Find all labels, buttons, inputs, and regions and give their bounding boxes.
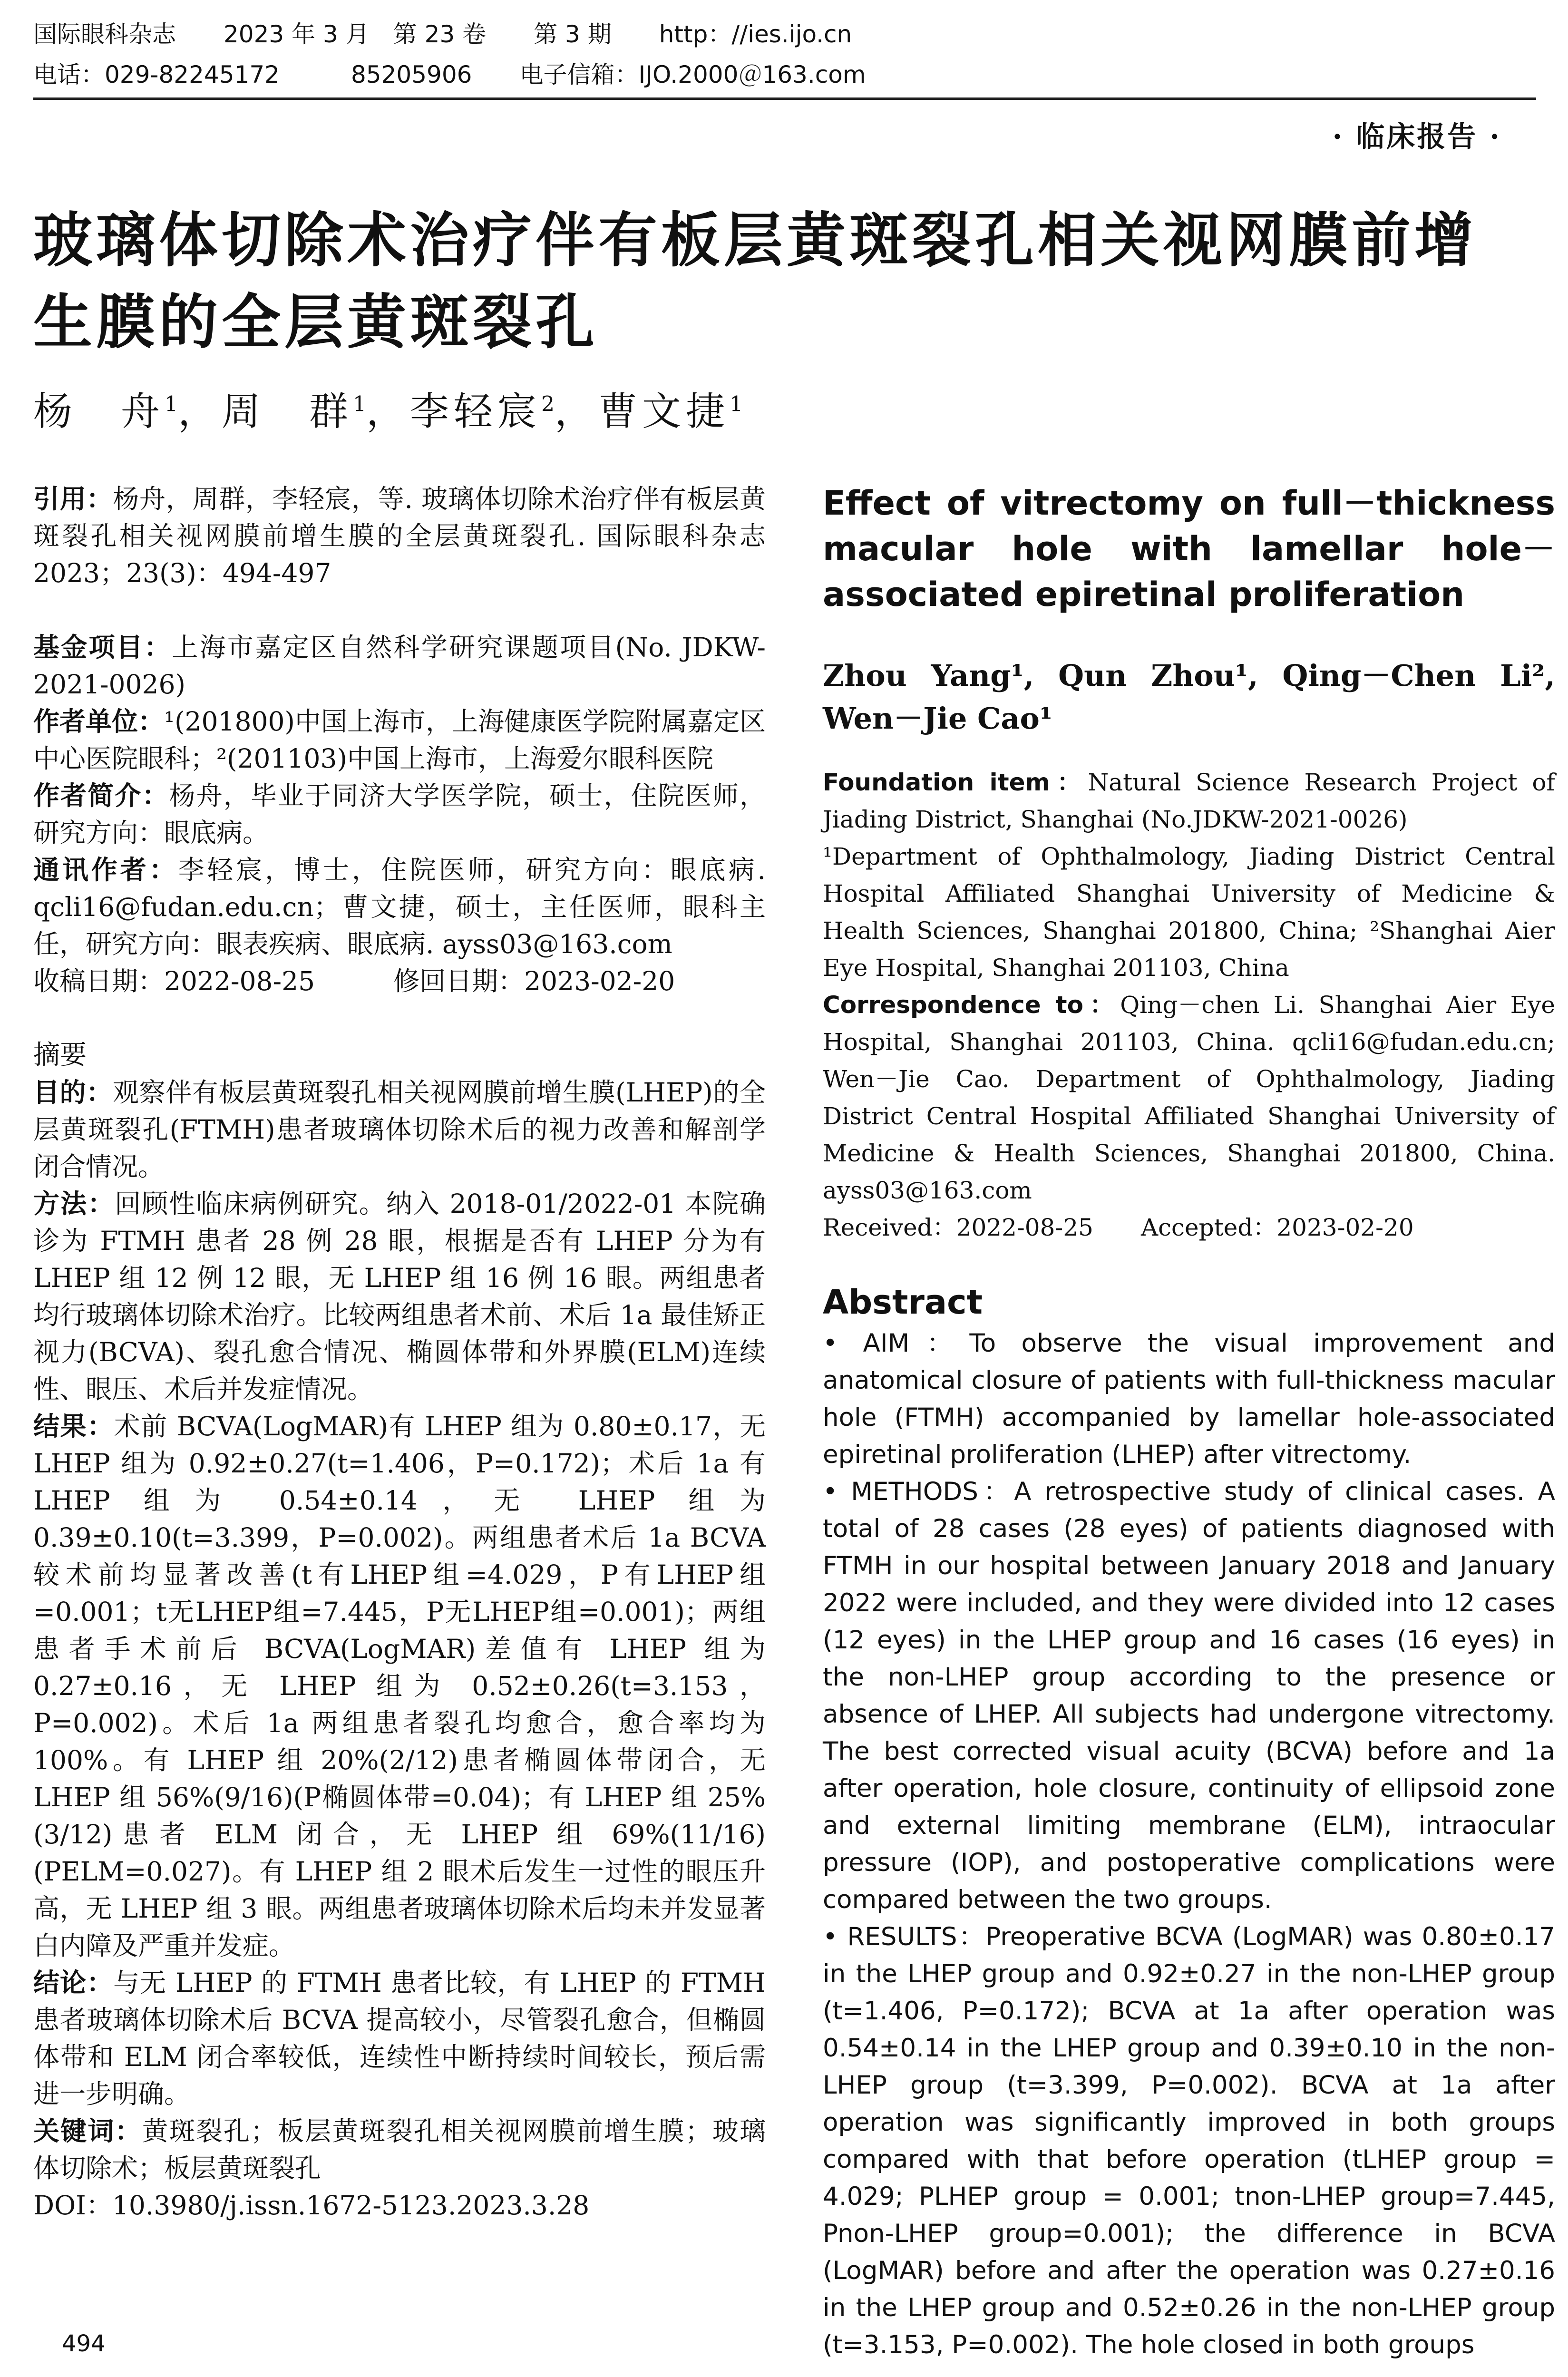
abstract-heading-en: Abstract	[823, 1283, 983, 1322]
results-label: 结果：	[33, 1411, 114, 1442]
corr-text: 李轻宸，博士，住院医师，研究方向：眼底病. qcli16@fudan.edu.cn；曹文捷，硕士，主任医师，眼科主任，研究方向：眼表疾病、眼底病. ayss03@163.com	[33, 855, 766, 959]
author-unit	[33, 703, 766, 777]
keywords-text: 黄斑裂孔；板层黄斑裂孔相关视网膜前增生膜；玻璃体切除术；板层黄斑裂孔	[33, 2116, 766, 2183]
abstract-results-en: • RESULTS：Preoperative BCVA (LogMAR) was 0.80±0.17 in the LHEP group and 0.92±0.27 in the non-LHEP group (t=1.406, P=0.172); BCVA at 1a after operation was 0.54±0.14 in the LHEP group and 0.39±0.10 in the non-LHEP group (t=3.399, P=0.002). BCVA at 1a after operation was significantly improved in both groups compared with that before operation (tLHEP group = 4.029; PLHEP group = 0.001; tnon-LHEP group=7.445, Pnon-LHEP group=0.001); the difference in BCVA (LogMAR) before and after the operation was 0.27±0.16 in the LHEP group and 0.52±0.26 in the non-LHEP group (t=3.153, P=0.002). The hole closed in both groups	[823, 1922, 1555, 2359]
methods-label: 方法：	[33, 1188, 115, 1219]
author-affil-mark: 2	[541, 392, 555, 417]
abstract-methods-en: • METHODS：A retrospective study of clinical cases. A total of 28 cases (28 eyes) of patients diagnosed with FTMH in our hospital between January 2018 and January 2022 were included, and they were divided into 12 cases (12 eyes) in the LHEP group and 16 cases (16 eyes) in the non-LHEP group according to the presence or absence of LHEP. All subjects had undergone vitrectomy. The best corrected visual acuity (BCVA) before and 1a after operation, hole closure, continuity of ellipsoid zone and external limiting membrane (ELM), intraocular pressure (IOP), and postoperative complications were compared between the two groups.	[823, 1477, 1555, 1914]
conclusion-label: 结论：	[33, 1968, 114, 1998]
citation-text: 杨舟，周群，李轻宸，等. 玻璃体切除术治疗伴有板层黄斑裂孔相关视网膜前增生膜的全层黄斑裂孔. 国际眼科杂志 2023；23(3)：494-497	[33, 484, 766, 588]
aim-label: 目的：	[33, 1077, 113, 1108]
english-title: Effect of vitrectomy on full－thickness macular hole with lamellar hole－associated epiretinal proliferation	[823, 484, 1555, 614]
foundation-item	[823, 764, 1555, 838]
correspondence-label: Correspondence to：	[823, 991, 1120, 1019]
doi: DOI：10.3980/j.issn.1672-5123.2023.3.28	[33, 2190, 590, 2221]
author-name: ，曹文捷	[555, 389, 730, 434]
correspondence-text: Qing－chen Li. Shanghai Aier Eye Hospital, Shanghai 201103, China. qcli16@fudan.edu.cn; Wen－Jie Cao. Department of Ophthalmology, Jiading District Central Hospital Affiliated Shanghai University of Medicine & Health Sciences, Shanghai 201800, China. ayss03@163.com	[823, 991, 1555, 1204]
chinese-column	[33, 480, 766, 2224]
abstract-methods-cn	[33, 1185, 766, 1408]
journal-header-line2: 电话：029-82245172 85205906 电子信箱：IJO.2000＠163.com	[33, 61, 866, 88]
conclusion-text: 与无 LHEP 的 FTMH 患者比较，有 LHEP 的 FTMH 患者玻璃体切除术后 BCVA 提高较小，尽管裂孔愈合，但椭圆体带和 ELM 闭合率较低，连续性中断持续时间较长，预后需进一步明确。	[33, 1968, 766, 2109]
author-name: ，李轻宸	[366, 389, 542, 434]
unit-label: 作者单位：	[33, 706, 165, 737]
english-column	[823, 480, 1555, 2364]
citation	[33, 480, 766, 592]
received-accepted: Received：2022-08-25 Accepted：2023-02-20	[823, 1214, 1414, 1241]
aim-text: 观察伴有板层黄斑裂孔相关视网膜前增生膜(LHEP)的全层黄斑裂孔(FTMH)患者玻璃体切除术后的视力改善和解剖学闭合情况。	[33, 1077, 766, 1182]
fund-item	[33, 629, 766, 703]
citation-label: 引用：	[33, 484, 113, 514]
correspondence	[823, 986, 1555, 1209]
page-number: 494	[62, 2330, 106, 2357]
english-authors: Zhou Yang¹, Qun Zhou¹, Qing－Chen Li², Wen－Jie Cao¹	[823, 658, 1555, 736]
affiliations: ¹Department of Ophthalmology, Jiading District Central Hospital Affiliated Shanghai University of Medicine & Health Sciences, Shanghai 201800, China; ²Shanghai Aier Eye Hospital, Shanghai 201103, China	[823, 843, 1555, 982]
abstract-results-cn	[33, 1408, 766, 1964]
abstract-aim-en: • AIM：To observe the visual improvement and anatomical closure of patients with full-thickness macular hole (FTMH) accompanied by lamellar hole-associated epiretinal proliferation (LHEP) after vitrectomy.	[823, 1329, 1555, 1469]
bio-text: 杨舟，毕业于同济大学医学院，硕士，住院医师，研究方向：眼底病。	[33, 780, 766, 848]
author-affil-mark: 1	[353, 392, 367, 417]
corr-label: 通讯作者：	[33, 855, 178, 885]
author-bio	[33, 777, 766, 851]
article-title: 玻璃体切除术治疗伴有板层黄斑裂孔相关视网膜前增生膜的全层黄斑裂孔	[33, 206, 1478, 357]
abstract-heading-cn: 摘要	[33, 1040, 87, 1071]
unit-text: ¹(201800)中国上海市，上海健康医学院附属嘉定区中心医院眼科；²(201103)中国上海市，上海爱尔眼科医院	[33, 706, 766, 774]
results-text: 术前 BCVA(LogMAR)有 LHEP 组为 0.80±0.17，无 LHEP 组为 0.92±0.27(t=1.406，P=0.172)；术后 1a 有 LHEP 组为 0.54±0.14，无 LHEP 组为 0.39±0.10(t=3.399，P=0.002)。两组患者术后 1a BCVA 较术前均显著改善(t有LHEP组=4.029，P有LHEP组=0.001；t无LHEP组=7.445，P无LHEP组=0.001)；两组患者手术前后 BCVA(LogMAR)差值有 LHEP 组为 0.27±0.16，无 LHEP 组为 0.52±0.26(t=3.153，P=0.002)。术后 1a 两组患者裂孔均愈合，愈合率均为 100%。有 LHEP 组 20%(2/12)患者椭圆体带闭合，无 LHEP 组 56%(9/16)(P椭圆体带=0.04)；有 LHEP 组 25%(3/12)患者 ELM 闭合，无 LHEP 组 69%(11/16)(PELM=0.027)。有 LHEP 组 2 眼术后发生一过性的眼压升高，无 LHEP 组 3 眼。两组患者玻璃体切除术后均未并发显著白内障及严重并发症。	[33, 1411, 766, 1961]
foundation-text: Natural Science Research Project of Jiading District, Shanghai (No.JDKW-2021-0026)	[823, 769, 1556, 833]
author-list	[33, 380, 743, 436]
journal-header-line1: 国际眼科杂志 2023 年 3 月 第 23 卷 第 3 期 http：//ies.ijo.cn	[33, 20, 852, 48]
corresponding-author	[33, 851, 766, 963]
keywords-label: 关键词：	[33, 2116, 142, 2146]
abstract-conclusion-cn	[33, 1964, 766, 2113]
fund-label: 基金项目：	[33, 632, 172, 662]
author-affil-mark: 1	[165, 392, 178, 417]
section-tag: · 临床报告 ·	[1332, 120, 1501, 154]
header-rule	[33, 97, 1536, 100]
bio-label: 作者简介：	[33, 780, 169, 811]
author-name: ，周 群	[178, 389, 353, 434]
abstract-aim-cn	[33, 1074, 766, 1185]
methods-text: 回顾性临床病例研究。纳入 2018-01/2022-01 本院确诊为 FTMH 患者 28 例 28 眼，根据是否有 LHEP 分为有 LHEP 组 12 例 12 眼，无 LHEP 组 16 例 16 眼。两组患者均行玻璃体切除术治疗。比较两组患者术前、术后 1a 最佳矫正视力(BCVA)、裂孔愈合情况、椭圆体带和外界膜(ELM)连续性、眼压、术后并发症情况。	[33, 1188, 766, 1404]
keywords-cn	[33, 2113, 766, 2187]
author-affil-mark: 1	[730, 392, 743, 417]
foundation-label: Foundation item：	[823, 769, 1088, 796]
fund-text: 上海市嘉定区自然科学研究课题项目(No. JDKW-2021-0026)	[33, 632, 766, 700]
received-dates: 收稿日期：2022-08-25 修回日期：2023-02-20	[33, 966, 675, 996]
author-name: 杨 舟	[33, 389, 165, 434]
